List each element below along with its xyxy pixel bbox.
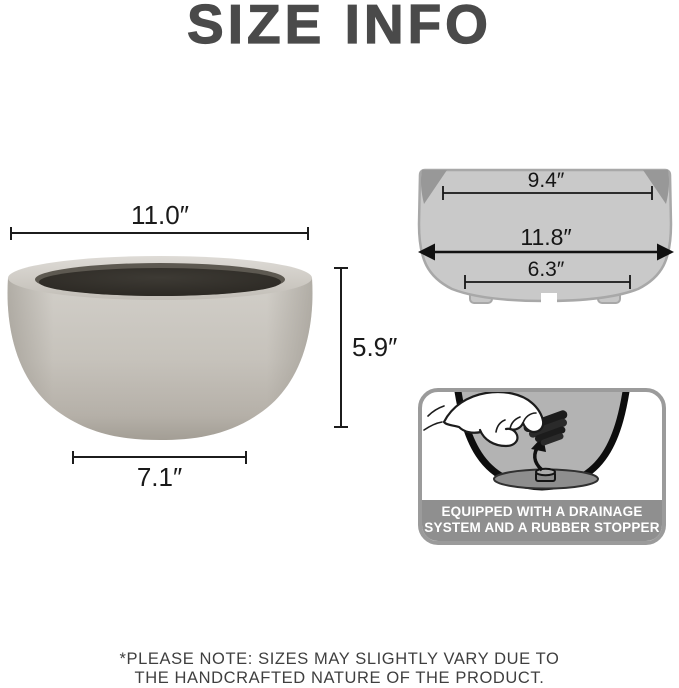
top-width-label: 11.0″ [131, 200, 189, 230]
page-title: SIZE INFO [187, 0, 492, 55]
footnote-line1: *PLEASE NOTE: SIZES MAY SLIGHTLY VARY DUE TO [119, 650, 560, 668]
footnote [0, 650, 679, 688]
height-dimension-line [340, 267, 342, 428]
inner-top-width-label: 9.4″ [527, 169, 565, 192]
planter-body-shading [8, 278, 313, 440]
drain-hole-stopper-icon [536, 469, 555, 481]
bottom-width-label: 7.1″ [136, 462, 183, 492]
drainage-illustration [422, 392, 662, 502]
drainage-caption [422, 500, 662, 541]
bottom-width-dimension-line [72, 456, 247, 458]
planter-interior [39, 268, 281, 296]
footnote-line2: THE HANDCRAFTED NATURE OF THE PRODUCT. [134, 669, 545, 687]
height-label: 5.9″ [352, 332, 398, 362]
outer-width-label: 11.8″ [520, 224, 572, 250]
drainage-feature-box [418, 388, 666, 545]
top-width-dimension-line [10, 232, 309, 234]
planter-photo [2, 252, 318, 446]
drainage-caption-line2: SYSTEM AND A RUBBER STOPPER [424, 520, 660, 535]
inner-bottom-width-label: 6.3″ [527, 258, 565, 281]
drainage-caption-line1: EQUIPPED WITH A DRAINAGE [441, 504, 643, 519]
diagram-drain-notch [541, 293, 557, 306]
cross-section-diagram [415, 166, 675, 308]
